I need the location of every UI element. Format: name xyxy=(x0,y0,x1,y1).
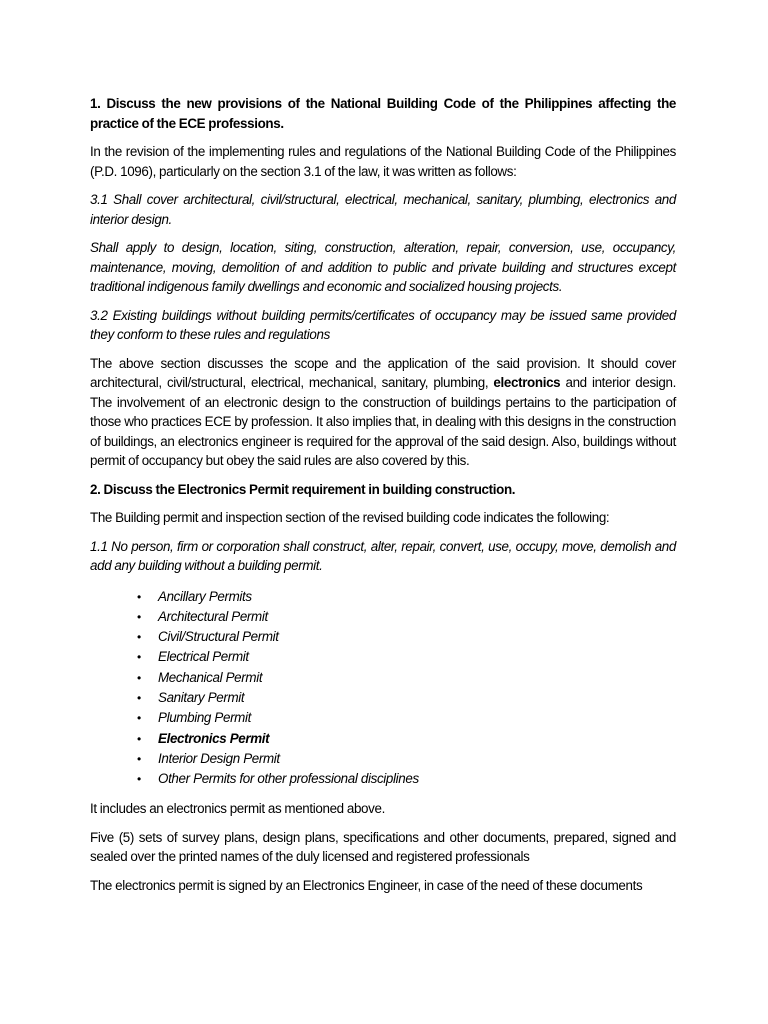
bullet-icon: • xyxy=(137,650,141,665)
list-item xyxy=(137,769,676,789)
permit-item-label: Plumbing Permit xyxy=(158,710,251,726)
shall-apply-quote: Shall apply to design, location, siting, construction, alteration, repair, conversion, use, occupancy, maintenance, moving, demolition of and addition to public and private building and structures except traditional indigenous family dwellings and economic and socialized housing projects. xyxy=(90,240,676,294)
list-item xyxy=(137,647,676,667)
section-3-2-quote: 3.2 Existing buildings without building permits/certificates of occupancy may be issued same provided they conform to these rules and regulations xyxy=(90,307,676,342)
discussion-bold-electronics: electronics xyxy=(493,375,561,390)
section-1-1-quote: 1.1 No person, firm or corporation shall construct, alter, repair, convert, use, occupy, move, demolish and add any building without a building permit. xyxy=(90,538,676,573)
question-1-discussion xyxy=(90,354,676,471)
bullet-icon: • xyxy=(137,589,141,604)
permit-item-label: Other Permits for other professional disciplines xyxy=(158,771,419,787)
section-3-1-quote: 3.1 Shall cover architectural, civil/structural, electrical, mechanical, sanitary, plumbing, electronics and interior design. xyxy=(90,192,676,227)
question-2-intro: The Building permit and inspection section of the revised building code indicates the following: xyxy=(90,510,610,525)
permit-item-label: Architectural Permit xyxy=(158,608,268,624)
permit-item-label: Electronics Permit xyxy=(158,730,270,746)
bullet-icon: • xyxy=(137,670,141,685)
list-item xyxy=(137,688,676,708)
discussion-text-end: and interior design. The involvement of an electronic design to the construction of buildings pertains to the participation of those who practices ECE by profession. It also implies that, in dealing with this designs in the construction of buildings, an electronics engineer is required for the approval of the said design. Also, buildings without permit of occupancy but obey the said rules are also covered by this. xyxy=(90,375,676,468)
discussion-text-start: The above section discusses the scope and the application of the said provision. It should cover architectural, civil/structural, electrical, mechanical, sanitary, plumbing, xyxy=(90,355,676,390)
permit-item-label: Interior Design Permit xyxy=(158,750,280,766)
bullet-icon: • xyxy=(137,609,141,624)
bullet-icon: • xyxy=(137,690,141,705)
includes-paragraph: It includes an electronics permit as mentioned above. xyxy=(90,801,385,817)
bullet-icon: • xyxy=(137,731,141,746)
list-item xyxy=(137,708,676,728)
five-sets-paragraph: Five (5) sets of survey plans, design plans, specifications and other documents, prepared, signed and sealed over the printed names of the duly licensed and registered professionals xyxy=(90,829,676,865)
list-item xyxy=(137,607,676,627)
list-item xyxy=(137,668,676,688)
permit-item-label: Ancillary Permits xyxy=(158,588,252,604)
permit-item-label: Mechanical Permit xyxy=(158,669,263,685)
permit-item-label: Civil/Structural Permit xyxy=(158,629,279,645)
bullet-icon: • xyxy=(137,630,141,645)
bullet-icon: • xyxy=(137,751,141,766)
permit-item-label: Electrical Permit xyxy=(158,649,249,665)
list-item-electronics-permit xyxy=(137,729,676,749)
signed-by-paragraph: The electronics permit is signed by an Electronics Engineer, in case of the need of these documents xyxy=(90,877,643,893)
question-1-heading: 1. Discuss the new provisions of the National Building Code of the Philippines affecting the practice of the ECE professions. xyxy=(90,96,676,131)
list-item xyxy=(137,587,676,607)
list-item xyxy=(137,749,676,769)
permit-list xyxy=(90,585,676,790)
permit-item-label: Sanitary Permit xyxy=(158,689,245,705)
question-1-intro: In the revision of the implementing rules and regulations of the National Building Code of the Philippines (P.D. 1096), particularly on the section 3.1 of the law, it was written as follows: xyxy=(90,144,676,179)
bullet-icon: • xyxy=(137,772,141,787)
bullet-icon: • xyxy=(137,711,141,726)
list-item xyxy=(137,627,676,647)
question-2-heading: 2. Discuss the Electronics Permit requirement in building construction. xyxy=(90,481,516,497)
